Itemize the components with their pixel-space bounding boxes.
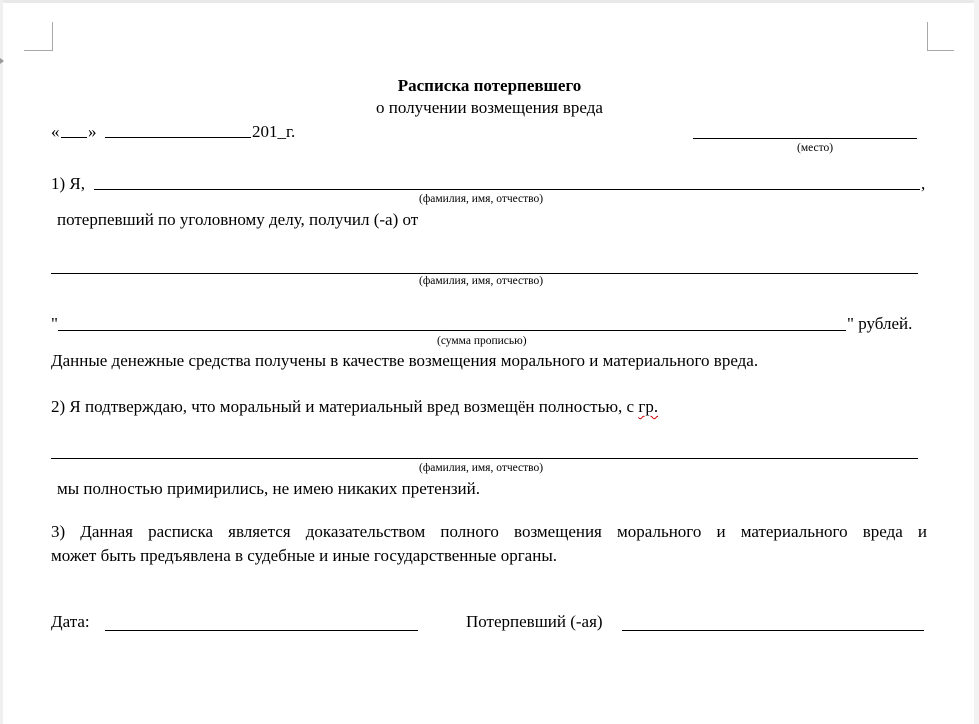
item2-gr: гр.: [638, 397, 659, 416]
sum-line: [58, 330, 846, 331]
item1-line2: потерпевший по уголовному делу, получил (-а) от: [57, 210, 419, 229]
date-year: 201_г.: [252, 122, 296, 141]
caption-fio-2: (фамилия, имя, отчество): [419, 275, 544, 287]
item2-tail: мы полностью примирились, не имею никаких претензий.: [57, 479, 480, 498]
funds-sentence: Данные денежные средства получены в качестве возмещения морального и материального вреда.: [51, 351, 759, 370]
item1-prefix: 1) Я,: [51, 174, 85, 193]
item3-line2: может быть предъявлена в судебные и иные государственные органы.: [51, 546, 557, 565]
caption-sum: (сумма прописью): [437, 335, 527, 347]
signature-date-line: [105, 630, 418, 631]
item3-line1: 3) Данная расписка является доказательством полного возмещения морального и материального вреда и: [51, 522, 927, 541]
place-line: [693, 138, 917, 139]
ruler-marker-icon: [0, 58, 4, 64]
victim-label: Потерпевший (-ая): [466, 612, 603, 631]
page-edge-top: [0, 0, 979, 3]
document-title: Расписка потерпевшего: [397, 76, 582, 95]
item2-text: [51, 397, 658, 417]
caption-fio-1: (фамилия, имя, отчество): [419, 193, 544, 205]
item1-comma: ,: [921, 174, 926, 193]
victim-signature-line: [622, 630, 924, 631]
margin-corner-top-left: [24, 22, 53, 51]
date-label: Дата:: [51, 612, 90, 631]
item1-fio-line: [94, 189, 920, 190]
date-month-line: [105, 137, 251, 138]
date-open-quote: «: [51, 122, 60, 141]
sum-rubles: " рублей.: [847, 314, 913, 333]
caption-fio-3: (фамилия, имя, отчество): [419, 462, 544, 474]
caption-place: (место): [797, 142, 834, 154]
other-party-fio-line: [51, 458, 918, 459]
margin-corner-top-right: [927, 22, 954, 51]
sum-open-quote: ": [51, 314, 58, 333]
item2-main: 2) Я подтверждаю, что моральный и материальный вред возмещён полностью, с: [51, 397, 635, 416]
date-day-line: [61, 137, 87, 138]
document-subtitle: о получении возмещения вреда: [376, 98, 603, 117]
payer-fio-line: [51, 273, 918, 274]
date-close-quote: »: [88, 122, 97, 141]
